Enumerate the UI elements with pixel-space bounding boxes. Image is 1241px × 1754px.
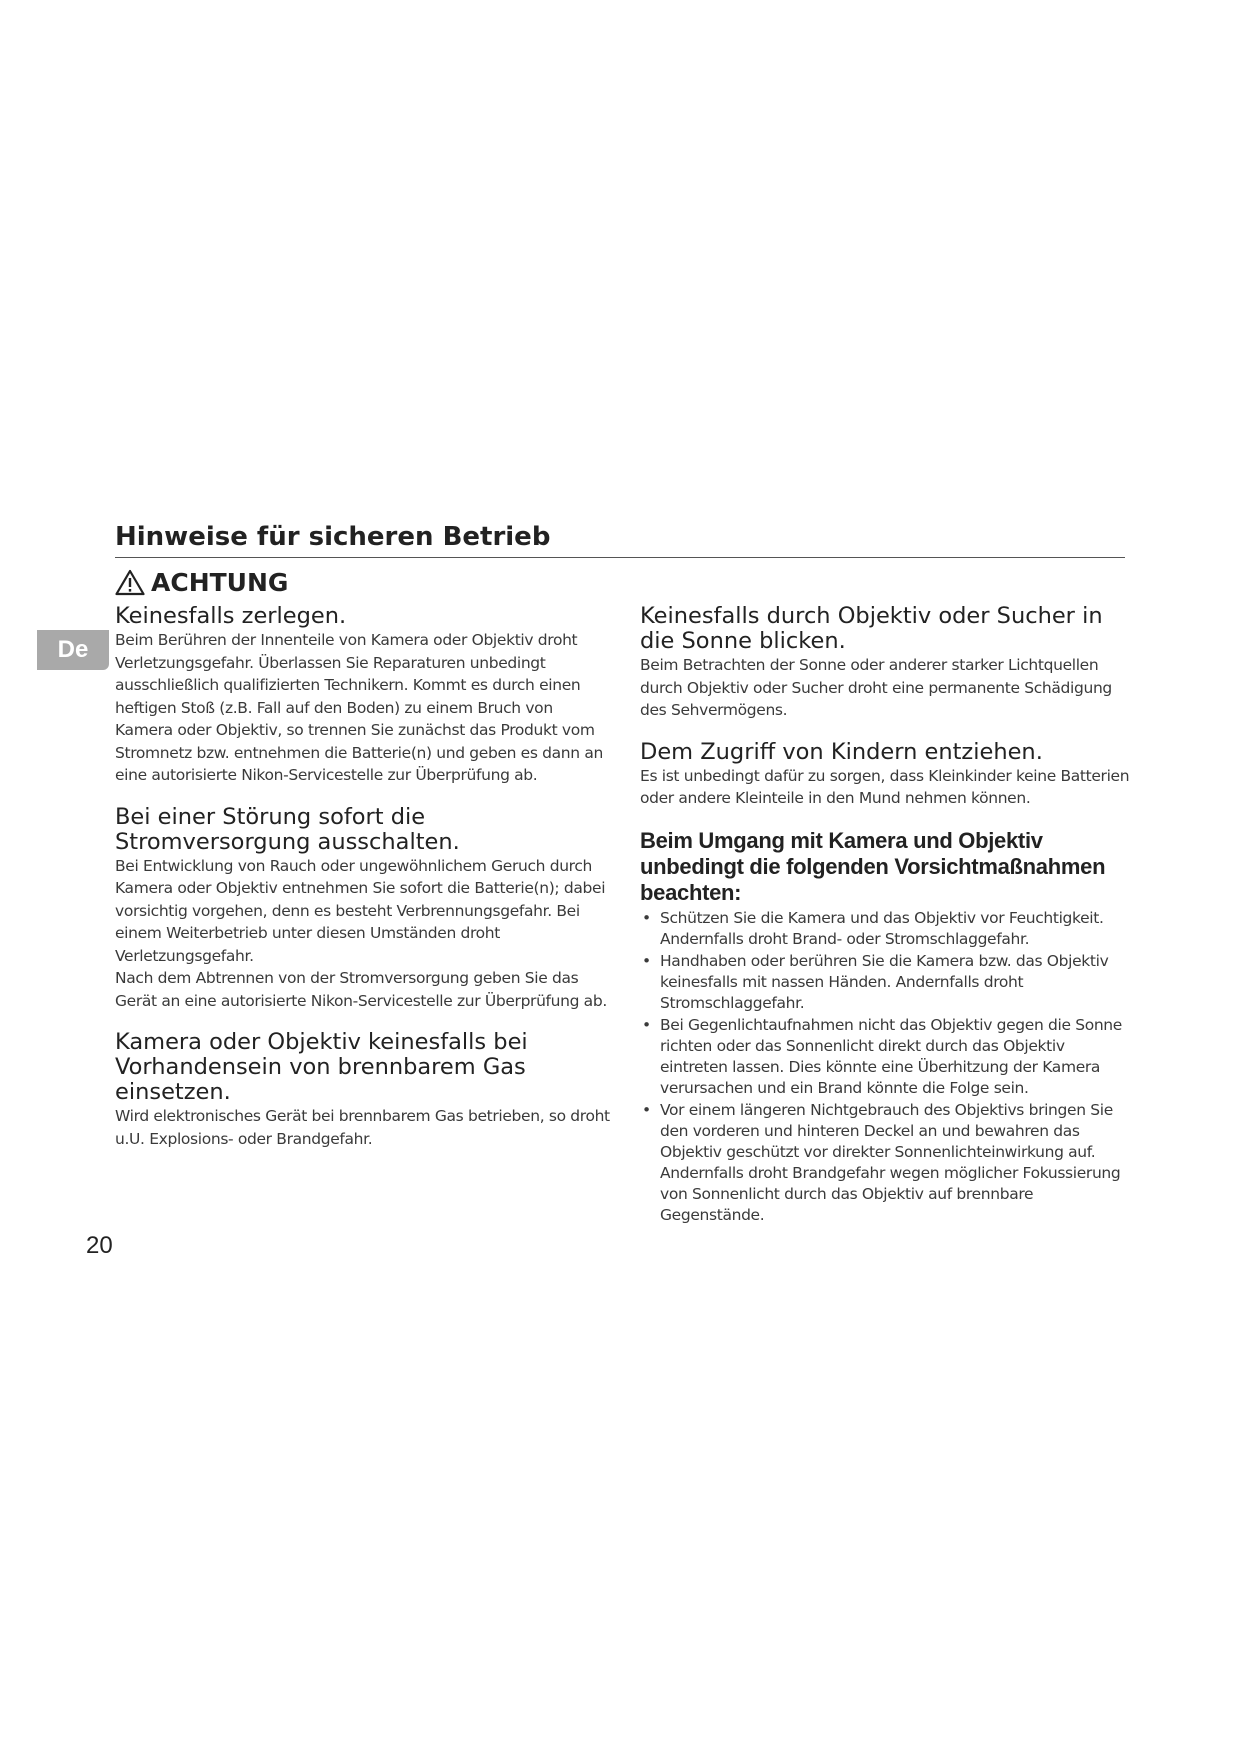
bullet-icon: • xyxy=(642,1100,651,1119)
list-item-text: Vor einem längeren Nichtgebrauch des Objektivs bringen Sie den vorderen und hinteren Deckel an und bewahren das Objektiv geschützt vor direkter Sonnenlichteinwirkung auf. Andernfalls droht Brandgefahr wegen möglicher Fokussierung von Sonnenlicht durch das Objektiv auf brennbare Gegenstände. xyxy=(660,1100,1121,1224)
list-item xyxy=(640,1015,1130,1099)
section-title: Keinesfalls durch Objektiv oder Sucher in die Sonne blicken. xyxy=(640,603,1103,654)
section-text: Beim Betrachten der Sonne oder anderer starker Lichtquellen durch Objektiv oder Sucher droht eine permanente Schädigung des Sehvermögens. xyxy=(640,656,1112,719)
list-item-text: Bei Gegenlichtaufnahmen nicht das Objektiv gegen die Sonne richten oder das Sonnenlicht direkt durch das Objektiv eintreten lassen. Dies könnte eine Überhitzung der Kamera verursachen und ein Brand könnte die Folge sein. xyxy=(660,1015,1122,1097)
list-item xyxy=(640,908,1130,950)
title-divider xyxy=(115,557,1125,558)
section-children xyxy=(640,740,1130,810)
list-item-text: Handhaben oder berühren Sie die Kamera bzw. das Objektiv keinesfalls mit nassen Händen. Andernfalls droht Stromschlaggefahr. xyxy=(660,951,1109,1012)
list-item xyxy=(640,1100,1130,1226)
section-text: Es ist unbedingt dafür zu sorgen, dass Kleinkinder keine Batterien oder andere Kleinteile in den Mund nehmen können. xyxy=(640,766,1130,807)
list-item-text: Schützen Sie die Kamera und das Objektiv vor Feuchtigkeit. Andernfalls droht Brand- oder Stromschlaggefahr. xyxy=(660,908,1104,948)
page-number: 20 xyxy=(86,1232,113,1259)
section-disassembly xyxy=(115,604,610,787)
precautions-list xyxy=(640,908,1130,1226)
section-precautions xyxy=(640,828,1130,1226)
section-title: Kamera oder Objektiv keinesfalls bei Vorhandensein von brennbarem Gas einsetzen. xyxy=(115,1029,528,1105)
left-column xyxy=(115,604,610,1168)
section-sun xyxy=(640,604,1130,722)
warning-label: ACHTUNG xyxy=(151,568,289,597)
bullet-icon: • xyxy=(642,951,651,970)
bullet-icon: • xyxy=(642,1015,651,1034)
section-title: Beim Umgang mit Kamera und Objektiv unbedingt die folgenden Vorsichtmaßnahmen beachten: xyxy=(640,827,1106,905)
list-item xyxy=(640,951,1130,1014)
section-text: Nach dem Abtrennen von der Stromversorgung geben Sie das Gerät an eine autorisierte Nikon-Servicestelle zur Überprüfung ab. xyxy=(115,969,607,1010)
section-text: Bei Entwicklung von Rauch oder ungewöhnlichem Geruch durch Kamera oder Objektiv entnehmen Sie sofort die Batterie(n); dabei vorsichtig vorgehen, denn es besteht Verbrennungsgefahr. Bei einem Weiterbetrieb unter diesen Umständen droht Verletzungsgefahr. xyxy=(115,856,606,965)
section-title: Keinesfalls zerlegen. xyxy=(115,603,347,629)
section-title: Bei einer Störung sofort die Stromversorgung ausschalten. xyxy=(115,803,460,855)
section-malfunction xyxy=(115,805,610,1013)
page-title: Hinweise für sicheren Betrieb xyxy=(115,522,551,552)
section-title: Dem Zugriff von Kindern entziehen. xyxy=(640,738,1043,765)
section-text: Beim Berühren der Innenteile von Kamera oder Objektiv droht Verletzungsgefahr. Überlassen Sie Reparaturen unbedingt ausschließlich qualifizierten Technikern. Kommt es durch einen heftigen Stoß (z.B. Fall auf den Boden) zu einem Bruch von Kamera oder Objektiv, so trennen Sie zunächst das Produkt vom Stromnetz bzw. entnehmen die Batterie(n) und geben es dann an eine autorisierte Nikon-Servicestelle zur Überprüfung ab. xyxy=(115,631,603,784)
warning-heading xyxy=(115,568,288,597)
warning-triangle-icon xyxy=(115,569,145,596)
right-column xyxy=(640,604,1130,1244)
bullet-icon: • xyxy=(642,908,651,927)
language-tab: De xyxy=(37,630,109,670)
section-text: Wird elektronisches Gerät bei brennbarem Gas betrieben, so droht u.U. Explosions- oder Brandgefahr. xyxy=(115,1107,610,1148)
section-flammable-gas xyxy=(115,1030,610,1150)
